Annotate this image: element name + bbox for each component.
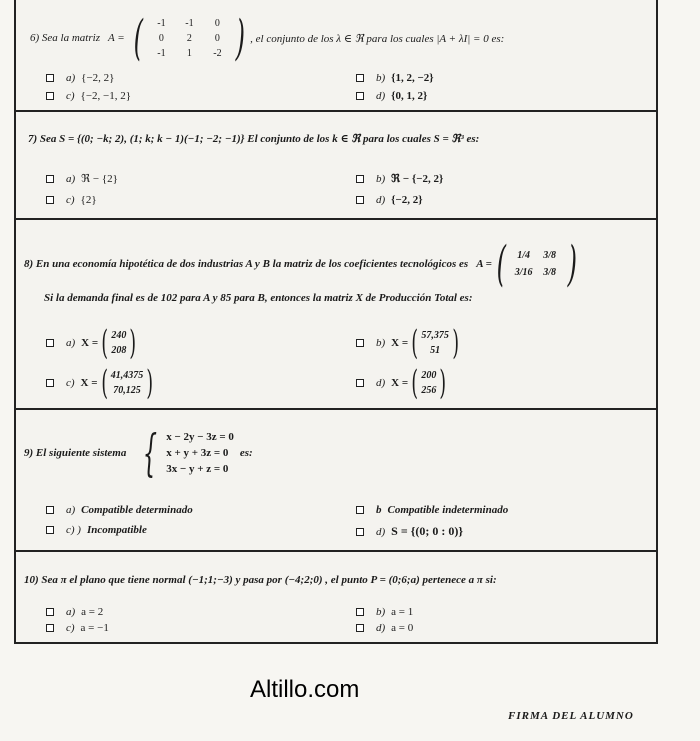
option-6b[interactable] <box>356 72 434 84</box>
vector-entry: 70,125 <box>113 385 141 396</box>
checkbox[interactable] <box>356 175 364 183</box>
option-label: d) <box>376 525 386 538</box>
question-9-system: { x − 2y − 3z = 0 x + y + 3z = 0 3x − y + z = 0 <box>143 424 234 482</box>
vector-entry: 256 <box>421 385 437 396</box>
option-value: a = 1 <box>391 606 414 618</box>
exam-sheet <box>14 0 658 644</box>
question-6-matrix: ( -1 -1 0 0 2 0 -1 1 -2 ) <box>133 10 246 66</box>
option-label: d) <box>376 377 386 389</box>
option-value: Compatible determinado <box>81 504 193 516</box>
option-label: d) <box>376 194 386 206</box>
matrix-cell: -2 <box>213 47 222 59</box>
option-value: {2} <box>80 194 97 206</box>
option-7b[interactable] <box>356 172 443 185</box>
matrix-cell: 0 <box>214 32 220 44</box>
option-value: Compatible indeterminado <box>387 504 509 516</box>
question-8-text: 8) En una economía hipotética de dos industrias A y B la matriz de los coeficientes tecnológicos es <box>24 258 469 270</box>
option-label: a) <box>66 504 76 516</box>
option-9d[interactable] <box>356 524 463 539</box>
matrix-cell: 0 <box>214 17 220 29</box>
option-label: a) <box>66 172 76 185</box>
matrix-cell: 3/8 <box>543 267 557 278</box>
signature-label: FIRMA DEL ALUMNO <box>508 710 634 722</box>
question-6-matrix-label: A = <box>107 32 125 44</box>
option-6c[interactable] <box>46 90 131 102</box>
question-7-text: 7) Sea S = {(0; −k; 2), (1; k; k − 1)(−1; −2; −1)} El conjunto de los k ∈ ℜ para los cuales S = ℜ³ es: <box>28 133 480 145</box>
checkbox[interactable] <box>356 608 364 616</box>
checkbox[interactable] <box>46 608 54 616</box>
matrix-cell: -1 <box>157 17 166 29</box>
question-6 <box>16 0 656 112</box>
variable-label: X = <box>80 377 98 389</box>
option-value: ℜ − {2} <box>81 173 118 185</box>
option-label: b) <box>376 172 386 185</box>
vector-entry: 240 <box>111 330 127 341</box>
option-label: b) <box>376 337 386 349</box>
checkbox[interactable] <box>46 526 54 534</box>
checkbox[interactable] <box>356 379 364 387</box>
checkbox[interactable] <box>356 528 364 536</box>
option-value: ℜ − {−2, 2} <box>391 173 444 185</box>
question-9-suffix: es: <box>239 447 253 459</box>
option-10a[interactable] <box>46 606 103 618</box>
option-label: c) <box>66 194 75 206</box>
option-6a[interactable] <box>46 72 114 84</box>
option-label: a) <box>66 606 76 618</box>
option-8a-vector: ( 240 208 ) <box>101 323 137 363</box>
checkbox[interactable] <box>356 196 364 204</box>
option-label: c) <box>66 377 75 389</box>
option-9b[interactable] <box>356 504 508 516</box>
vector-entry: 51 <box>430 345 441 356</box>
option-7c[interactable] <box>46 194 97 206</box>
option-label: d) <box>376 622 386 634</box>
option-value: a = −1 <box>80 622 109 634</box>
option-8a[interactable] <box>46 323 140 363</box>
checkbox[interactable] <box>46 175 54 183</box>
option-8d[interactable] <box>356 363 450 403</box>
question-7 <box>16 112 656 220</box>
equation: x − 2y − 3z = 0 <box>166 431 234 443</box>
option-label: a) <box>66 337 76 349</box>
option-8d-vector: ( 200 256 ) <box>411 363 447 403</box>
equation: 3x − y + z = 0 <box>166 463 229 475</box>
matrix-cell: 3/16 <box>514 267 533 278</box>
checkbox[interactable] <box>46 379 54 387</box>
checkbox[interactable] <box>46 92 54 100</box>
matrix-cell: 3/8 <box>543 250 557 261</box>
question-8-text2: Si la demanda final es de 102 para A y 85 para B, entonces la matriz X de Producción Total es: <box>44 292 473 304</box>
matrix-cell: 1 <box>186 47 192 59</box>
option-label: d) <box>376 90 386 102</box>
checkbox[interactable] <box>356 92 364 100</box>
matrix-cell: -1 <box>185 17 194 29</box>
question-8-statement <box>24 236 581 292</box>
checkbox[interactable] <box>356 339 364 347</box>
option-value: S = {(0; 0 : 0)} <box>391 524 464 538</box>
option-label: c) <box>66 90 75 102</box>
option-value: {−2, −1, 2} <box>80 90 132 102</box>
question-9-text: 9) El siguiente sistema <box>24 447 127 459</box>
option-10d[interactable] <box>356 622 413 634</box>
option-8c-vector: ( 41,4375 70,125 ) <box>100 363 154 403</box>
checkbox[interactable] <box>356 506 364 514</box>
option-7a[interactable] <box>46 172 118 185</box>
option-label: c) ) <box>66 524 81 536</box>
option-value: a = 2 <box>81 606 104 618</box>
matrix-cell: -1 <box>157 47 166 59</box>
question-10-text: 10) Sea π el plano que tiene normal (−1;1;−3) y pasa por (−4;2;0) , el punto P = (0;6;a) pertenece a π si: <box>24 574 497 586</box>
option-value: {1, 2, −2} <box>391 72 434 84</box>
option-8b-vector: ( 57,375 51 ) <box>411 323 459 363</box>
option-value: a = 0 <box>391 622 414 634</box>
option-10b[interactable] <box>356 606 413 618</box>
question-6-statement <box>30 10 505 66</box>
matrix-cell: 0 <box>158 32 164 44</box>
question-8-matrix: ( 1/4 3/8 3/16 3/8 ) <box>496 236 577 292</box>
checkbox[interactable] <box>356 624 364 632</box>
option-8c[interactable] <box>46 363 157 403</box>
option-8b[interactable] <box>356 323 462 363</box>
matrix-cell: 1/4 <box>517 250 531 261</box>
vector-entry: 200 <box>421 370 437 381</box>
option-label: b) <box>376 606 386 618</box>
option-value: {0, 1, 2} <box>391 90 428 102</box>
question-6-text: , el conjunto de los λ ∈ ℜ para los cuales |A + λI| = 0 es: <box>250 32 505 45</box>
question-6-prefix: 6) Sea la matriz <box>30 32 100 44</box>
checkbox[interactable] <box>46 339 54 347</box>
variable-label: X = <box>391 337 409 349</box>
checkbox[interactable] <box>46 506 54 514</box>
question-10 <box>16 552 656 644</box>
vector-entry: 208 <box>111 345 127 356</box>
option-9a[interactable] <box>46 504 193 516</box>
checkbox[interactable] <box>46 624 54 632</box>
option-9c[interactable] <box>46 524 147 536</box>
option-6d[interactable] <box>356 90 427 102</box>
option-label: c) <box>66 622 75 634</box>
question-9-statement <box>24 424 253 482</box>
option-value: Incompatible <box>86 524 147 536</box>
option-10c[interactable] <box>46 622 109 634</box>
vector-entry: 57,375 <box>421 330 449 341</box>
option-value: {−2, 2} <box>81 72 115 84</box>
question-8 <box>16 220 656 410</box>
question-8-matrix-label: A = <box>476 258 492 270</box>
matrix-cell: 2 <box>186 32 192 44</box>
checkbox[interactable] <box>46 74 54 82</box>
variable-label: X = <box>81 337 99 349</box>
option-label: b <box>376 504 382 516</box>
option-value: {−2, 2} <box>391 194 423 206</box>
watermark-text: Altillo.com <box>250 676 360 703</box>
variable-label: X = <box>391 377 409 389</box>
option-label: b) <box>376 72 386 84</box>
vector-entry: 41,4375 <box>110 370 144 381</box>
checkbox[interactable] <box>356 74 364 82</box>
option-7d[interactable] <box>356 194 423 206</box>
question-9 <box>16 410 656 552</box>
option-label: a) <box>66 72 76 84</box>
equation: x + y + 3z = 0 <box>166 447 229 459</box>
checkbox[interactable] <box>46 196 54 204</box>
